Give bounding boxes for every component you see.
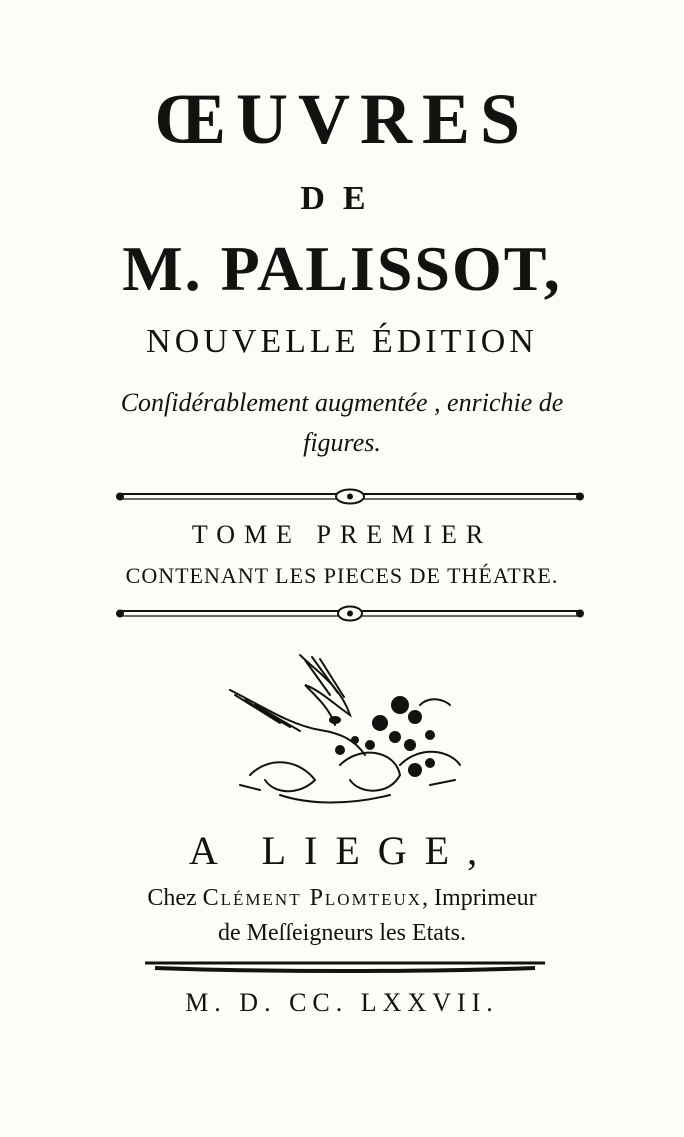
title-preposition: DE <box>300 180 384 217</box>
ornamental-rule-top <box>115 487 585 507</box>
eagle-cornucopia-vignette <box>220 645 480 810</box>
imprint-date: M. D. CC. LXXVII. <box>185 988 499 1017</box>
subtitle-line-2: figures. <box>303 428 381 457</box>
printer-name: Clément Plomteux <box>202 885 423 911</box>
subtitle-line-1: Conſidérablement augmentée , enrichie de <box>120 388 564 417</box>
imprint-place: A LIEGE, <box>188 828 496 873</box>
printer-title: , Imprimeur <box>422 885 537 911</box>
volume-contents: CONTENANT LES PIECES DE THÉATRE. <box>125 563 559 588</box>
double-rule <box>145 960 545 974</box>
work-title: ŒUVRES <box>153 79 531 159</box>
author-name: M. PALISSOT, <box>122 233 562 304</box>
volume-number: TOME PREMIER <box>191 520 493 549</box>
edition-statement: NOUVELLE ÉDITION <box>146 323 538 360</box>
imprint-chez: Chez <box>147 885 197 911</box>
imprint-patron-line: de Meſſeigneurs les Etats. <box>218 920 466 946</box>
imprint-publisher-line <box>0 885 684 912</box>
ornamental-rule-bottom <box>115 604 585 624</box>
